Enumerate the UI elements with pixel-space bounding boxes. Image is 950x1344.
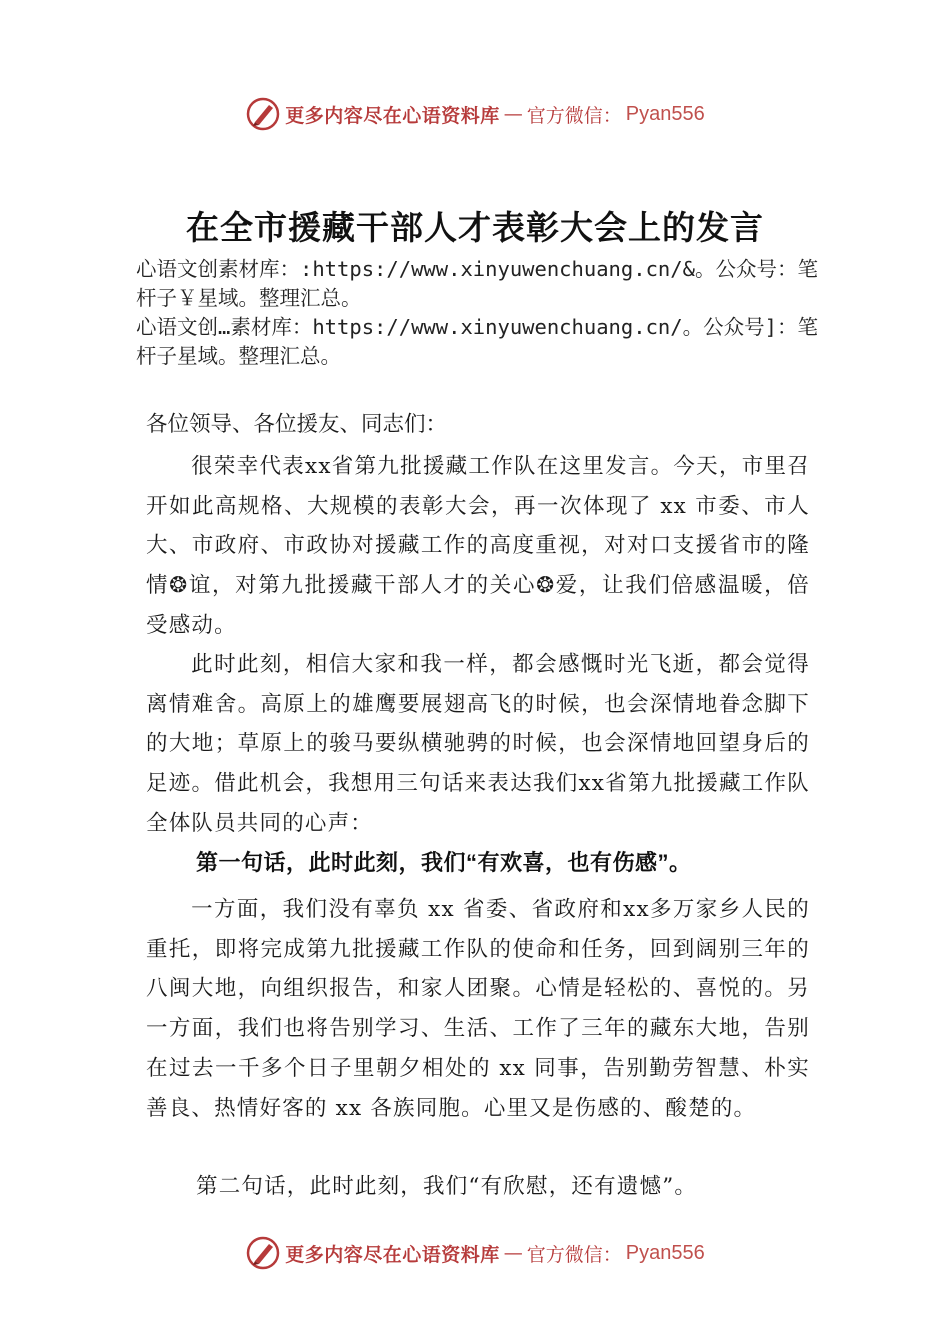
section-heading-1: 第一句话，此时此刻，我们“有欢喜，也有伤感”。 bbox=[196, 850, 692, 875]
watermark-wechat-id: Pyan556 bbox=[625, 102, 705, 125]
watermark-banner-bottom bbox=[0, 1233, 950, 1273]
paragraph-3 bbox=[146, 890, 810, 1128]
paragraph-2 bbox=[146, 645, 810, 844]
watermark-wechat-id: Pyan556 bbox=[625, 1241, 705, 1264]
source-note-2: 心语文创…素材库：https://www.xinyuwenchuang.cn/。公众号]：笔杆子星域。整理汇总。 bbox=[136, 315, 818, 368]
watermark-banner-top bbox=[0, 94, 950, 134]
document-title: 在全市援藏干部人才表彰大会上的发言 bbox=[186, 208, 764, 247]
watermark-brand-text: 更多内容尽在心语资料库 bbox=[285, 104, 500, 127]
section-heading-2: 第二句话，此时此刻，我们“有欣慰，还有遗憾”。 bbox=[196, 1174, 698, 1199]
greeting: 各位领导、各位援友、同志们： bbox=[146, 412, 448, 437]
watermark-separator: — bbox=[503, 103, 523, 125]
paragraph-1-text: 很荣幸代表xx省第九批援藏工作队在这里发言。今天，市里召开如此高规格、大规模的表彰大会，再一次体现了 xx 市委、市人大、市政府、市政协对援藏工作的高度重视，对对口支援省市的隆情❂谊，对第九批援藏干部人才的关心❂爱，让我们倍感温暖，倍受感动。 bbox=[146, 454, 810, 638]
source-note-1: 心语文创素材库：:https://www.xinyuwenchuang.cn/&。公众号：笔杆子￥星域。整理汇总。 bbox=[136, 257, 818, 310]
paragraph-1 bbox=[146, 447, 810, 646]
pen-logo-icon bbox=[245, 96, 281, 132]
paragraph-3-text: 一方面，我们没有辜负 xx 省委、省政府和xx多万家乡人民的重托，即将完成第九批援藏工作队的使命和任务，回到阔别三年的八闽大地，向组织报告，和家人团聚。心情是轻松的、喜悦的。另一方面，我们也将告别学习、生活、工作了三年的藏东大地，告别在过去一千多个日子里朝夕相处的 xx 同事，告别勤劳智慧、朴实善良、热情好客的 xx 各族同胞。心里又是伤感的、酸楚的。 bbox=[146, 897, 811, 1121]
watermark-wechat-label: 官方微信： bbox=[526, 104, 622, 127]
watermark-separator: — bbox=[503, 1242, 523, 1264]
watermark-brand-text: 更多内容尽在心语资料库 bbox=[285, 1243, 500, 1266]
pen-logo-icon bbox=[245, 1235, 281, 1271]
paragraph-2-text: 此时此刻，相信大家和我一样，都会感慨时光飞逝，都会觉得离情难舍。高原上的雄鹰要展翅高飞的时候，也会深情地眷念脚下的大地；草原上的骏马要纵横驰骋的时候，也会深情地回望身后的足迹。借此机会，我想用三句话来表达我们xx省第九批援藏工作队全体队员共同的心声： bbox=[146, 652, 810, 836]
watermark-wechat-label: 官方微信： bbox=[526, 1243, 622, 1266]
